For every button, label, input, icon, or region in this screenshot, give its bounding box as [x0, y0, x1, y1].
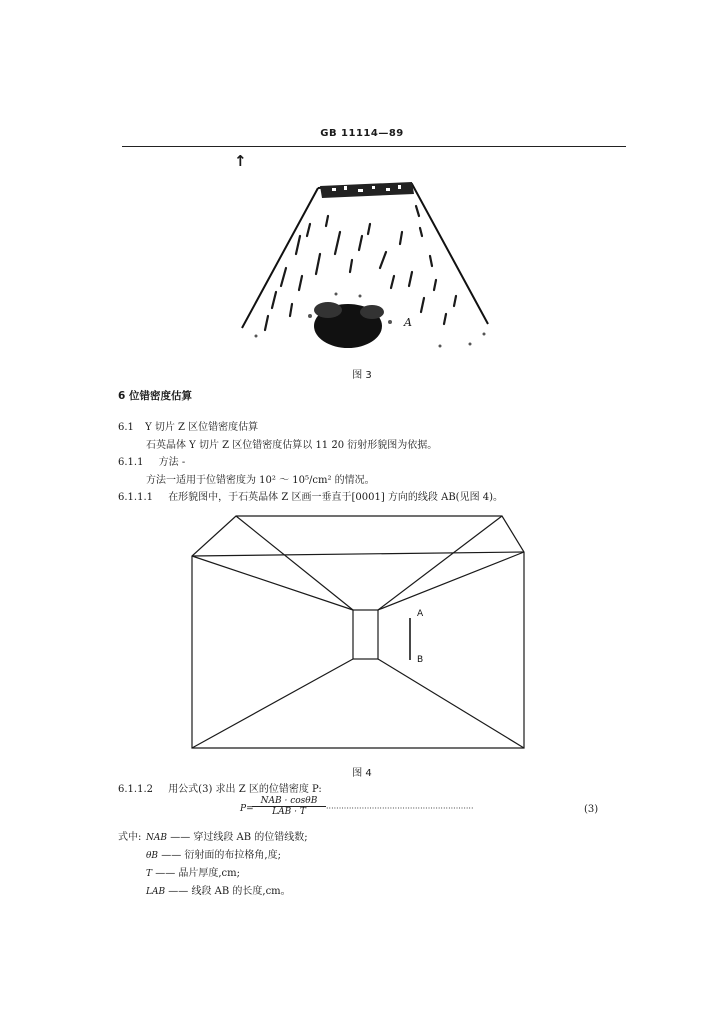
section-6-1-1-heading — [118, 453, 185, 468]
section-6-1-1-text: 方法一适用于位错密度为 10² ～ 10⁵/cm² 的情况。 — [146, 475, 375, 486]
section-number: 6.1 — [118, 422, 134, 433]
label-b: B — [417, 655, 424, 665]
figure-3-caption: 图 3 — [352, 370, 372, 381]
header-rule — [122, 146, 626, 147]
figure-4-diagram — [190, 514, 530, 750]
section-text: 用公式(3) 求出 Z 区的位错密度 P: — [168, 784, 322, 795]
where-symbol: NAB — [146, 833, 167, 843]
where-symbol: LAB — [146, 887, 166, 897]
where-item — [146, 846, 281, 861]
formula-leader: ·························································· — [326, 804, 474, 813]
where-intro: 式中: — [118, 832, 142, 843]
where-desc: —— 晶片厚度,cm; — [155, 868, 241, 879]
figure-3-topograph — [240, 176, 500, 354]
formula-denominator: LAB · T — [272, 807, 306, 817]
outer-frame — [192, 516, 524, 748]
z-zone-rect — [353, 610, 378, 659]
formula-p: P — [240, 804, 247, 814]
growth-direction-arrow-icon: ↑ — [234, 152, 247, 170]
where-symbol: T — [146, 869, 153, 879]
figure-3-label-a: A — [404, 316, 412, 329]
where-symbol: θB — [146, 851, 159, 861]
section-number: 6.1.1.1 — [118, 492, 153, 503]
where-desc: —— 穿过线段 AB 的位错线数; — [170, 832, 308, 843]
section-title: Y 切片 Z 区位错密度估算 — [145, 422, 259, 433]
formula-equals: = — [246, 804, 254, 814]
section-title: 方法 - — [158, 457, 186, 468]
formula-fraction — [252, 796, 326, 817]
where-item — [146, 864, 240, 879]
where-desc: —— 衍射面的布拉格角,度; — [161, 850, 281, 861]
standard-number: GB 11114—89 — [320, 128, 404, 139]
formula-number: (3) — [584, 804, 599, 815]
label-a: A — [417, 609, 424, 619]
section-number: 6.1.1 — [118, 457, 144, 468]
where-desc: —— 线段 AB 的长度,cm。 — [168, 886, 291, 897]
formula-numerator: NAB · cosθB — [252, 796, 326, 807]
where-item — [146, 828, 308, 843]
section-text: 在形貌图中，于石英晶体 Z 区画一垂直于[0001] 方向的线段 AB(见图 4)。 — [168, 492, 504, 503]
figure-4-caption: 图 4 — [352, 768, 372, 779]
section-6-1-1-2-paragraph — [118, 780, 322, 795]
where-item — [146, 882, 291, 897]
section-6-1-heading — [118, 418, 258, 433]
section-number: 6.1.1.2 — [118, 784, 153, 795]
section-6-heading: 6 位错密度估算 — [118, 390, 192, 402]
section-6-1-1-1-paragraph — [118, 488, 503, 503]
section-6-1-text: 石英晶体 Y 切片 Z 区位错密度估算以 11 2̄0 衍射形貌图为依据。 — [146, 440, 438, 451]
